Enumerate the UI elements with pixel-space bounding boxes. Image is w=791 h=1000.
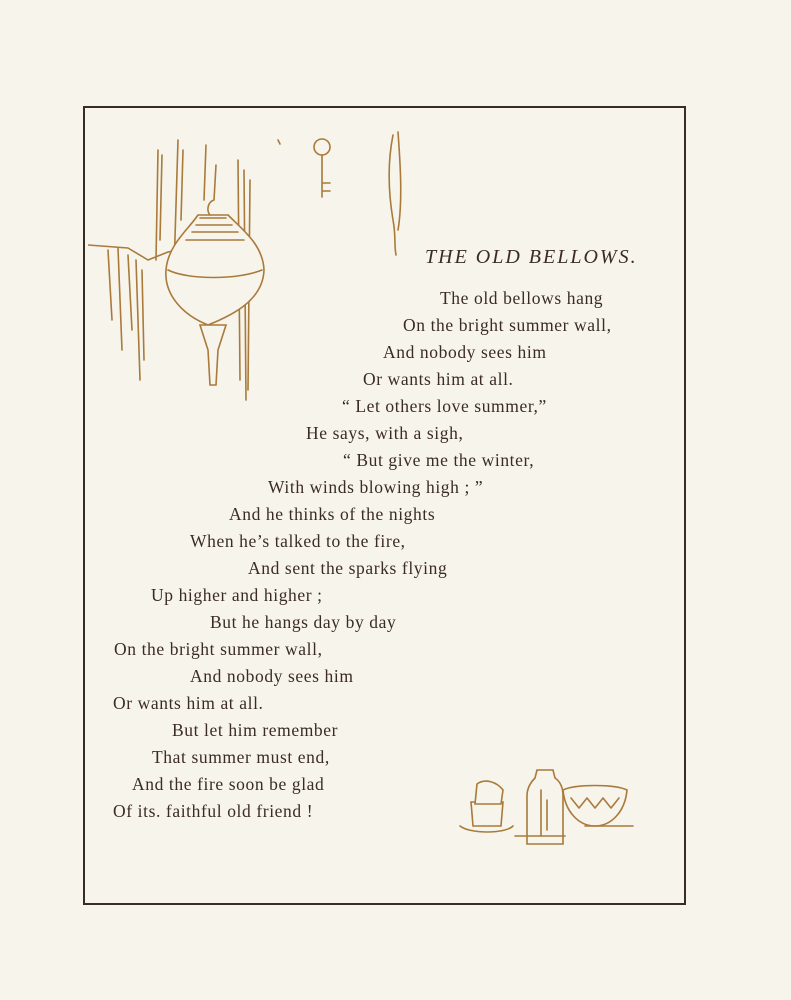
poem-line: Or wants him at all. [363,369,514,389]
poem-line: “ Let others love summer,” [342,396,547,416]
poem-line: That summer must end, [152,747,330,767]
poem-line: On the bright summer wall, [114,639,323,659]
poem-line: And nobody sees him [190,666,354,686]
poem-line: Or wants him at all. [113,693,264,713]
poem-line: On the bright summer wall, [403,315,612,335]
poem-title: THE OLD BELLOWS. [425,246,638,268]
poem-line: And nobody sees him [383,342,547,362]
poem-line: But he hangs day by day [210,612,397,632]
poem-line: When he’s talked to the fire, [190,531,406,551]
poem-line: But let him remember [172,720,339,740]
poem-line: And the fire soon be glad [132,774,325,794]
poem-line: And sent the sparks flying [248,558,448,578]
poem-line: The old bellows hang [440,288,604,308]
poem-line: Up higher and higher ; [151,585,323,605]
poem-line: And he thinks of the nights [229,504,436,524]
crockery-illustration [455,760,640,850]
poem-line: “ But give me the winter, [343,450,535,470]
poem-line: With winds blowing high ; ” [268,477,484,497]
poem-line: Of its. faithful old friend ! [113,801,314,821]
poem-line: He says, with a sigh, [306,423,464,443]
